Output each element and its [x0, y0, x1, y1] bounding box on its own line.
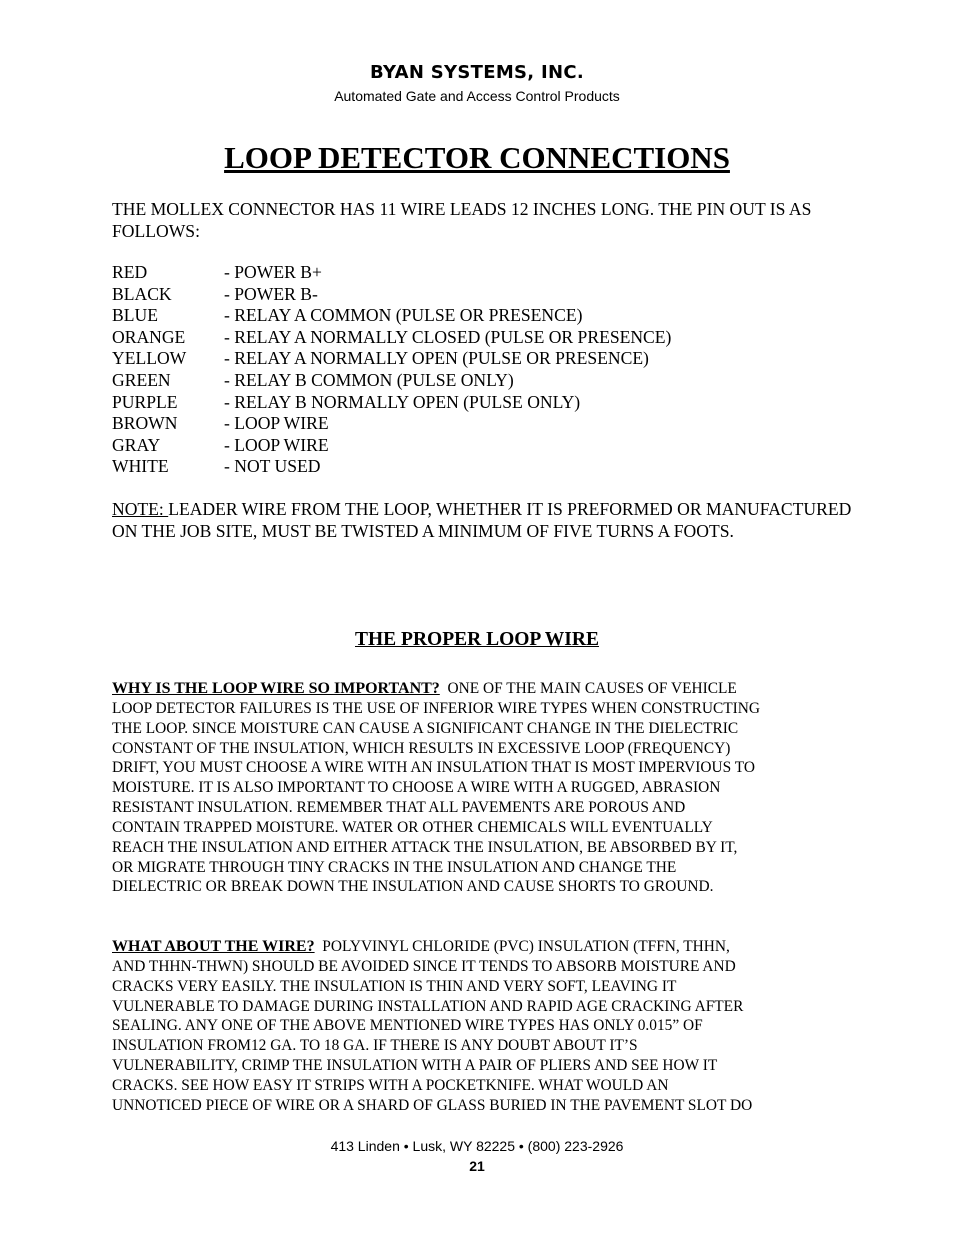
wire-color: YELLOW	[112, 348, 187, 369]
company-name: BYAN SYSTEMS, INC.	[369, 62, 585, 83]
paragraph-line	[112, 937, 854, 957]
paragraph-line	[112, 778, 854, 798]
paragraph-text: DRIFT, YOU MUST CHOOSE A WIRE WITH AN INSULATION THAT IS MOST IMPERVIOUS TO	[112, 759, 755, 777]
paragraph-text: CRACKS. SEE HOW EASY IT STRIPS WITH A POCKETKNIFE. WHAT WOULD AN	[112, 1076, 669, 1094]
page-number: 21	[469, 1158, 485, 1174]
wire-function: - RELAY A COMMON (PULSE OR PRESENCE)	[224, 305, 583, 326]
wire-color: GRAY	[112, 434, 161, 455]
paragraph-line	[112, 977, 854, 997]
paragraph-line	[112, 758, 854, 778]
wire-row	[112, 284, 852, 306]
paragraph-line	[112, 679, 854, 699]
paragraph-line	[112, 818, 854, 838]
wire-function: - RELAY A NORMALLY OPEN (PULSE OR PRESENCE)	[224, 348, 649, 369]
paragraph-text: UNNOTICED PIECE OF WIRE OR A SHARD OF GLASS BURIED IN THE PAVEMENT SLOT DO	[112, 1096, 753, 1114]
paragraph-line	[112, 1016, 854, 1036]
wire-row	[112, 305, 852, 327]
paragraph-text: RESISTANT INSULATION. REMEMBER THAT ALL PAVEMENTS ARE POROUS AND	[112, 799, 686, 817]
wire-function: - RELAY B NORMALLY OPEN (PULSE ONLY)	[224, 391, 581, 412]
paragraph-text: DIELECTRIC OR BREAK DOWN THE INSULATION AND CAUSE SHORTS TO GROUND.	[112, 878, 714, 896]
paragraph-line	[112, 699, 854, 719]
why-important-paragraph	[112, 679, 854, 897]
wire-color: ORANGE	[112, 326, 186, 347]
paragraph-text: MOISTURE. IT IS ALSO IMPORTANT TO CHOOSE A WIRE WITH A RUGGED, ABRASION	[112, 779, 721, 797]
paragraph-text: REACH THE INSULATION AND EITHER ATTACK THE INSULATION, BE ABSORBED BY IT,	[112, 838, 738, 856]
note-paragraph	[112, 499, 852, 542]
paragraph-line	[112, 798, 854, 818]
wire-color: RED	[112, 262, 148, 282]
note-text: LEADER WIRE FROM THE LOOP, WHETHER IT IS PREFORMED OR MANUFACTURED ON THE JOB SITE, MUST BE TWISTED A MINIMUM OF FIVE TURNS A FOOTS.	[112, 499, 852, 541]
wire-function: - POWER B-	[224, 283, 318, 304]
wire-row	[112, 413, 852, 435]
wire-row	[112, 370, 852, 392]
paragraph-text: THE LOOP. SINCE MOISTURE CAN CAUSE A SIGNIFICANT CHANGE IN THE DIELECTRIC	[112, 719, 739, 737]
wire-row	[112, 456, 852, 478]
wire-row	[112, 392, 852, 414]
page-title: LOOP DETECTOR CONNECTIONS	[224, 140, 730, 175]
wire-function: - RELAY A NORMALLY CLOSED (PULSE OR PRESENCE)	[224, 326, 672, 347]
what-about-wire-paragraph	[112, 937, 854, 1116]
paragraph-line	[112, 997, 854, 1017]
wire-function: - LOOP WIRE	[224, 413, 329, 434]
note-label: NOTE:	[112, 499, 169, 519]
paragraph-line	[112, 739, 854, 759]
intro-paragraph: THE MOLLEX CONNECTOR HAS 11 WIRE LEADS 12 INCHES LONG. THE PIN OUT IS AS FOLLOWS:	[112, 199, 812, 241]
wire-row	[112, 262, 852, 284]
company-tagline: Automated Gate and Access Control Products	[334, 88, 620, 104]
wire-row	[112, 435, 852, 457]
paragraph-text: SEALING. ANY ONE OF THE ABOVE MENTIONED WIRE TYPES HAS ONLY 0.015” OF	[112, 1017, 703, 1035]
paragraph-text: OR MIGRATE THROUGH TINY CRACKS IN THE INSULATION AND CHANGE THE	[112, 858, 677, 876]
wire-color: GREEN	[112, 369, 171, 390]
footer-address: 413 Linden • Lusk, WY 82225 • (800) 223-2926	[330, 1138, 624, 1154]
paragraph-text: ONE OF THE MAIN CAUSES OF VEHICLE	[447, 680, 737, 697]
paragraph-text: CONTAIN TRAPPED MOISTURE. WATER OR OTHER CHEMICALS WILL EVENTUALLY	[112, 818, 713, 836]
paragraph-line	[112, 957, 854, 977]
paragraph-line	[112, 1076, 854, 1096]
paragraph-text: CONSTANT OF THE INSULATION, WHICH RESULTS IN EXCESSIVE LOOP (FREQUENCY)	[112, 739, 731, 757]
paragraph-line	[112, 877, 854, 897]
wire-function: - RELAY B COMMON (PULSE ONLY)	[224, 369, 514, 390]
paragraph-text: CRACKS VERY EASILY. THE INSULATION IS THIN AND VERY SOFT, LEAVING IT	[112, 977, 677, 995]
paragraph-line	[112, 1036, 854, 1056]
paragraph-heading: WHY IS THE LOOP WIRE SO IMPORTANT?	[112, 680, 440, 697]
wire-function: - LOOP WIRE	[224, 434, 329, 455]
paragraph-text: INSULATION FROM12 GA. TO 18 GA. IF THERE IS ANY DOUBT ABOUT IT’S	[112, 1037, 638, 1055]
paragraph-heading: WHAT ABOUT THE WIRE?	[112, 938, 315, 955]
paragraph-text: VULNERABLE TO DAMAGE DURING INSTALLATION AND RAPID AGE CRACKING AFTER	[112, 997, 744, 1015]
paragraph-line	[112, 838, 854, 858]
paragraph-text: LOOP DETECTOR FAILURES IS THE USE OF INFERIOR WIRE TYPES WHEN CONSTRUCTING	[112, 699, 761, 717]
paragraph-text: POLYVINYL CHLORIDE (PVC) INSULATION (TFFN, THHN,	[322, 938, 730, 955]
section-title: THE PROPER LOOP WIRE	[355, 629, 599, 650]
wire-row	[112, 327, 852, 349]
paragraph-line	[112, 1056, 854, 1076]
paragraph-line	[112, 858, 854, 878]
paragraph-line	[112, 719, 854, 739]
wire-pinout-list	[112, 262, 852, 478]
paragraph-line	[112, 1096, 854, 1116]
wire-color: BLACK	[112, 283, 172, 304]
wire-function: - POWER B+	[224, 262, 322, 282]
wire-color: WHITE	[112, 456, 169, 477]
paragraph-text: VULNERABILITY, CRIMP THE INSULATION WITH A PAIR OF PLIERS AND SEE HOW IT	[112, 1057, 718, 1075]
wire-color: BROWN	[112, 413, 178, 434]
wire-color: PURPLE	[112, 391, 178, 412]
paragraph-text: AND THHN-THWN) SHOULD BE AVOIDED SINCE IT TENDS TO ABSORB MOISTURE AND	[112, 957, 736, 975]
wire-row	[112, 348, 852, 370]
wire-function: - NOT USED	[224, 456, 321, 477]
wire-color: BLUE	[112, 305, 158, 326]
